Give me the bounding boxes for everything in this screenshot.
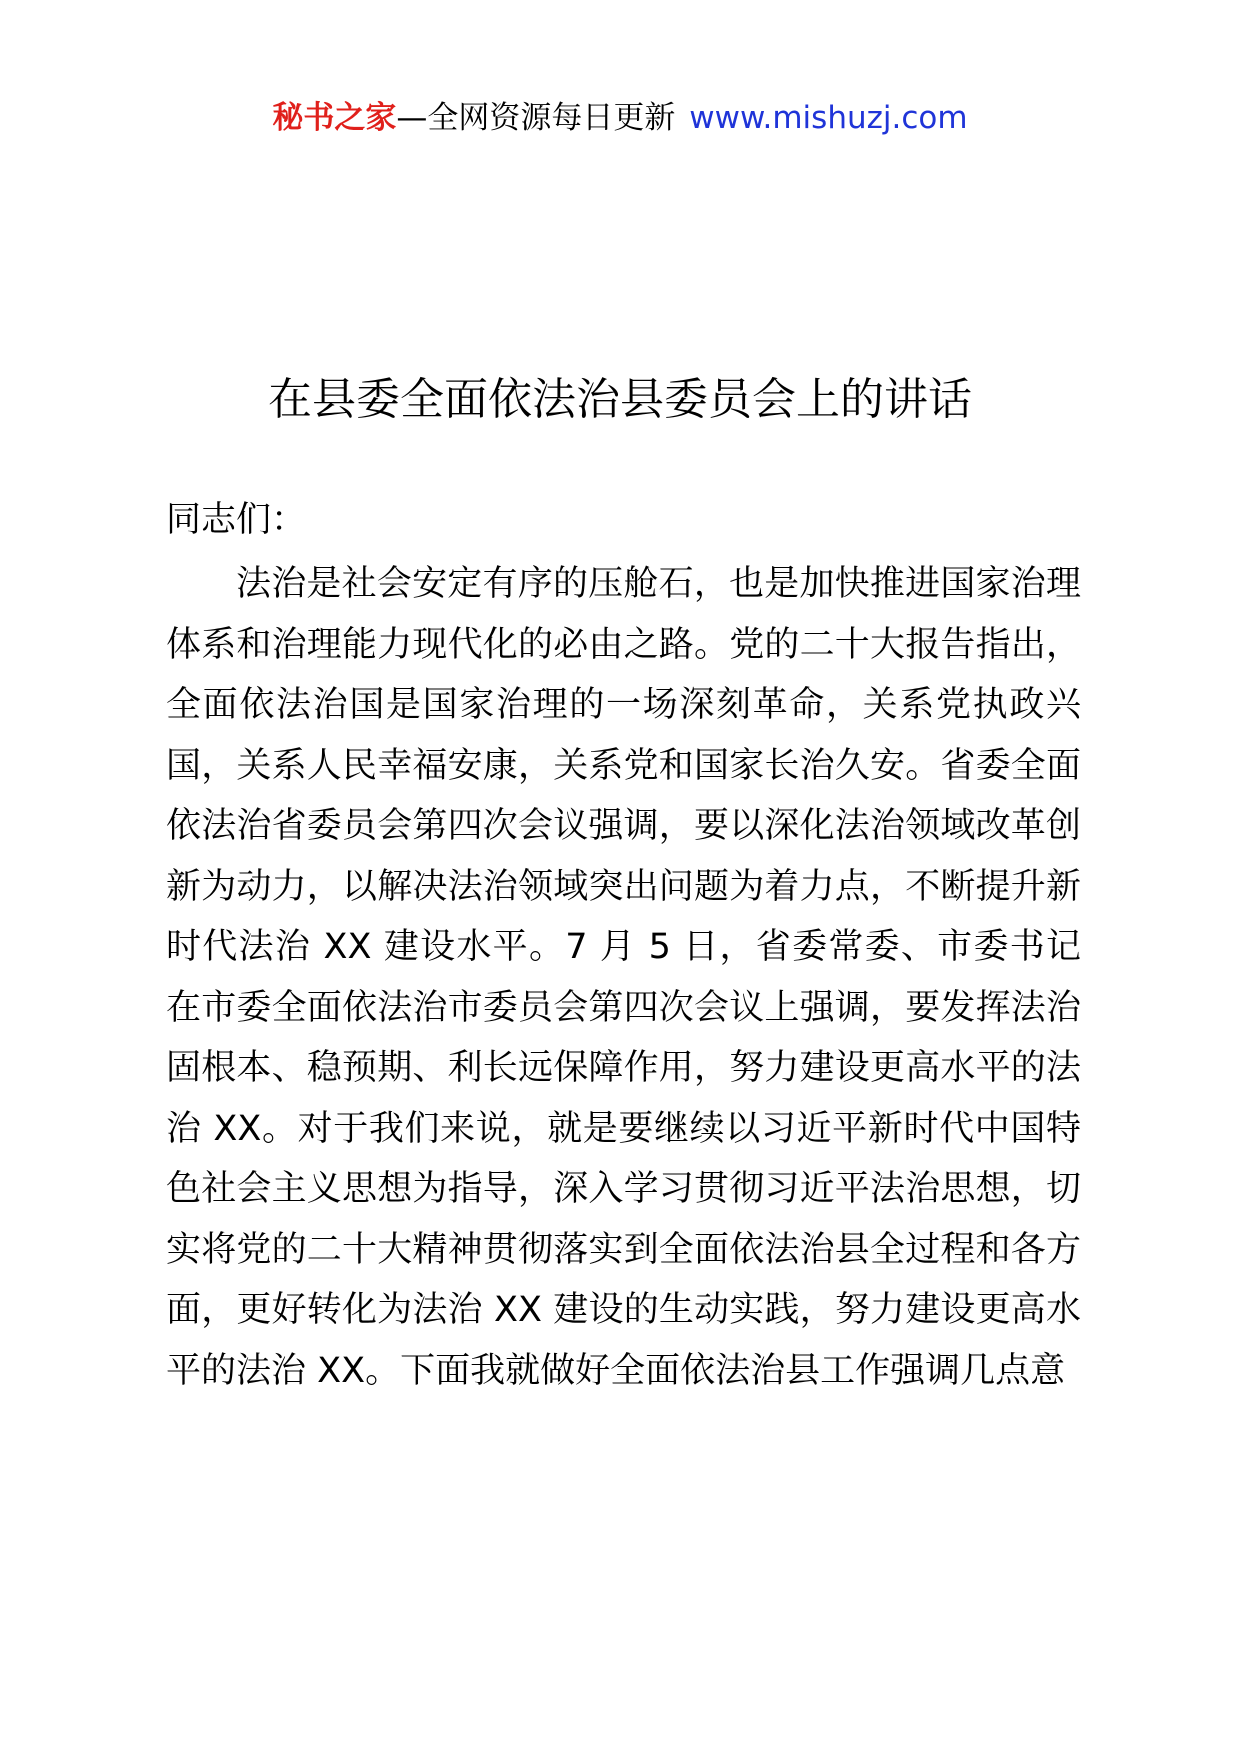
body-paragraph: 法治是社会安定有序的压舱石，也是加快推进国家治理体系和治理能力现代化的必由之路。党的二十大报告指出，全面依法治国是国家治理的一场深刻革命，关系党执政兴国，关系人民幸福安康，关系党和国家长治久安。省委全面依法治省委员会第四次会议强调，要以深化法治领域改革创新为动力，以解决法治领域突出问题为着力点，不断提升新时代法治 XX 建设水平。7 月 5 日，省委常委、市委书记在市委全面依法治市委员会第四次会议上强调，要发挥法治固根本、稳预期、利长远保障作用，努力建设更高水平的法治 XX。对于我们来说，就是要继续以习近平新时代中国特色社会主义思想为指导，深入学习贯彻习近平法治思想，切实将党的二十大精神贯彻落实到全面依法治县全过程和各方面，更好转化为法治 XX 建设的生动实践，努力建设更高水平的法治 XX。下面我就做好全面依法治县工作强调几点意 bbox=[166, 564, 1081, 1391]
header-brand: 秘书之家 bbox=[272, 100, 397, 136]
header-tagline: —全网资源每日更新 bbox=[396, 100, 676, 136]
page-header bbox=[0, 98, 1240, 138]
header-site-link[interactable]: www.mishuzj.com bbox=[689, 100, 968, 136]
document-title: 在县委全面依法治县委员会上的讲话 bbox=[268, 374, 972, 425]
salutation: 同志们： bbox=[166, 500, 307, 540]
